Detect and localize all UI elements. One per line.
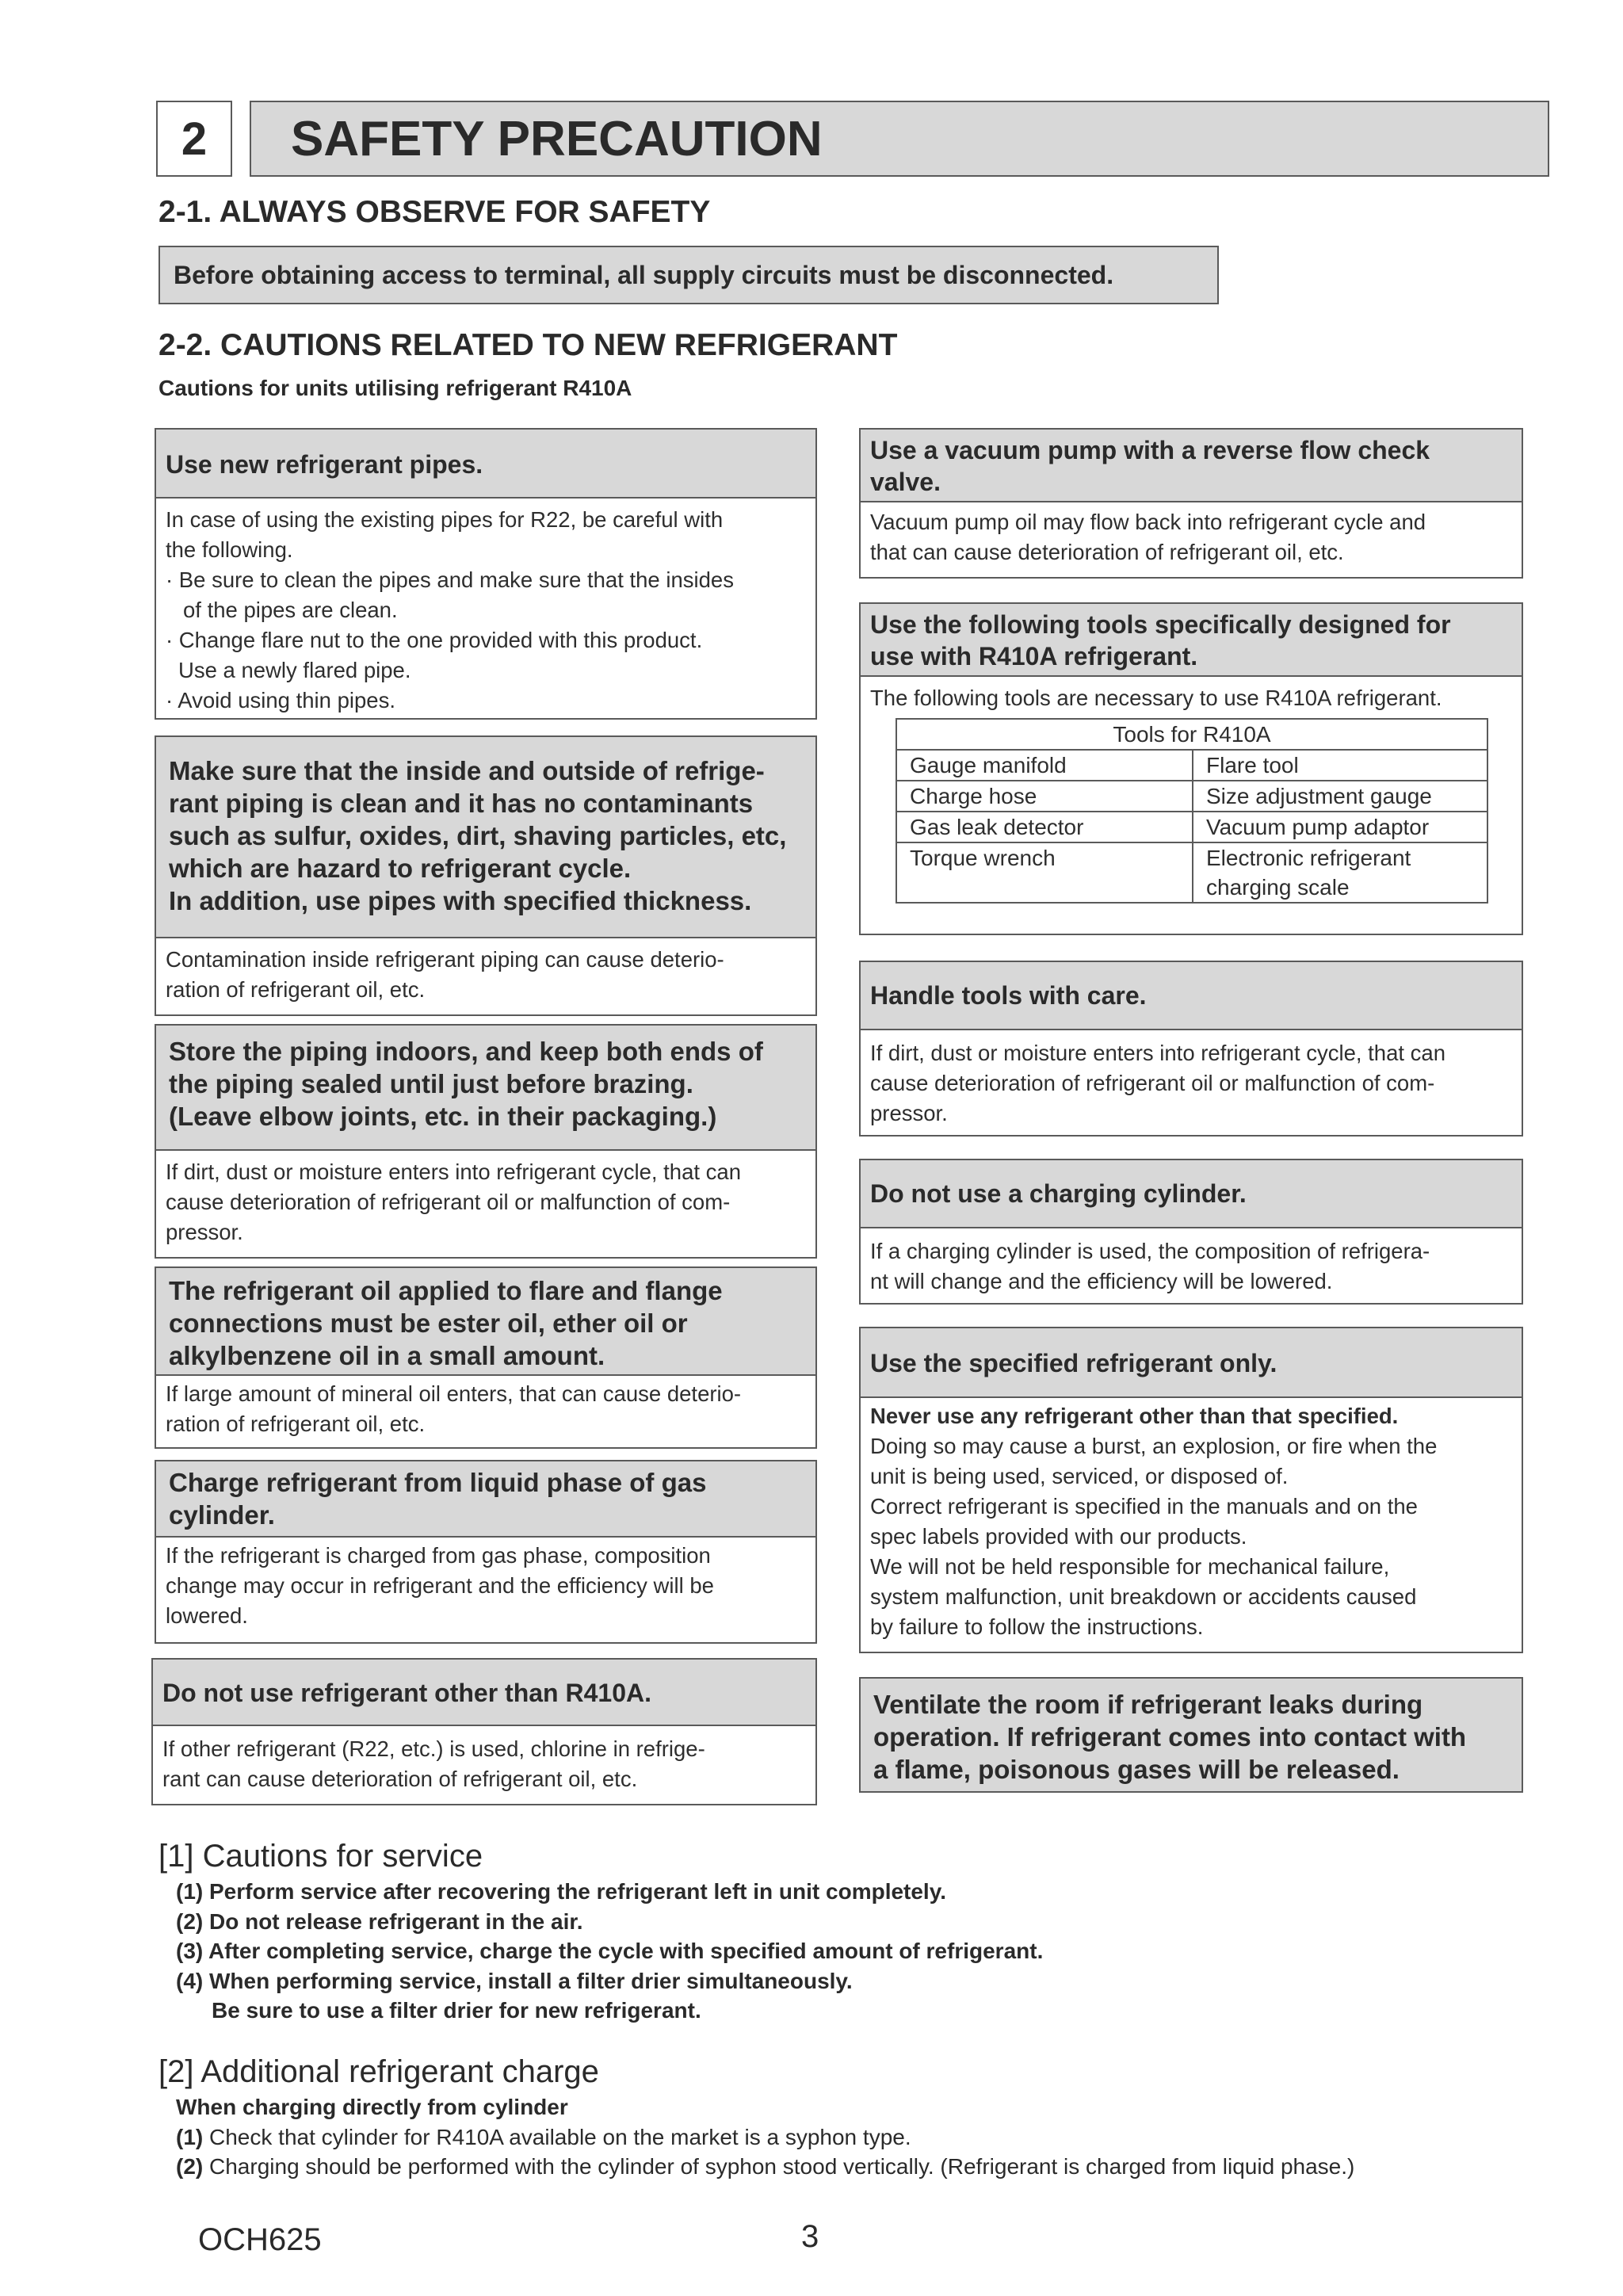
caution-body <box>861 1030 1522 1137</box>
body-line: rant can cause deterioration of refrigerant oil, etc. <box>162 1767 638 1791</box>
table-cell: Torque wrench <box>896 842 1193 903</box>
caution-title <box>861 1679 1522 1791</box>
caution-charging-cylinder <box>859 1159 1523 1305</box>
body-line: the following. <box>166 537 293 562</box>
body-line: · Avoid using thin pipes. <box>166 688 395 712</box>
table-cell: Vacuum pump adaptor <box>1193 812 1487 842</box>
list-item <box>176 2122 1555 2153</box>
item-number: (1) <box>176 2124 204 2149</box>
body-line: Never use any refrigerant other than that specified. <box>870 1404 1399 1428</box>
item-text: Check that cylinder for R410A available on the market is a syphon type. <box>209 2124 911 2149</box>
body-line: If a charging cylinder is used, the composition of refrigera- <box>870 1239 1430 1263</box>
body-line: ration of refrigerant oil, etc. <box>166 1412 426 1436</box>
title-line: Store the piping indoors, and keep both ends of <box>169 1037 763 1066</box>
service-heading: [1] Cautions for service <box>158 1839 483 1874</box>
service-list <box>176 1877 1523 2026</box>
body-line: If dirt, dust or moisture enters into refrigerant cycle, that can <box>870 1041 1446 1065</box>
body-line: If large amount of mineral oil enters, that can cause deterio- <box>166 1381 742 1406</box>
title-line: the piping sealed until just before brazing. <box>169 1069 693 1098</box>
page-number: 3 <box>801 2219 819 2254</box>
body-line: If dirt, dust or moisture enters into refrigerant cycle, that can <box>166 1159 742 1184</box>
caution-title <box>156 737 815 938</box>
table-cell: Gauge manifold <box>896 750 1193 781</box>
body-line: that can cause deterioration of refrigerant oil, etc. <box>870 540 1344 564</box>
list-item: Be sure to use a filter drier for new refrigerant. <box>212 1998 701 2023</box>
caution-vacuum-pump <box>859 428 1523 579</box>
caution-title <box>156 1026 815 1151</box>
model-code: OCH625 <box>198 2222 322 2257</box>
table-cell: Gas leak detector <box>896 812 1193 842</box>
caution-store-indoors <box>155 1024 817 1259</box>
table-row <box>896 781 1487 812</box>
section-2-1-heading: 2-1. ALWAYS OBSERVE FOR SAFETY <box>158 195 711 229</box>
title-line: cylinder. <box>169 1500 275 1530</box>
caution-title <box>156 1461 815 1538</box>
caution-body <box>861 1398 1522 1650</box>
body-line: change may occur in refrigerant and the efficiency will be <box>166 1573 714 1598</box>
list-item: (3) After completing service, charge the cycle with specified amount of refrigerant. <box>176 1939 1044 1963</box>
title-line: In addition, use pipes with specified thickness. <box>169 886 752 915</box>
caution-body <box>156 499 815 724</box>
table-cell: Electronic refrigerant charging scale <box>1193 842 1487 903</box>
caution-title <box>861 604 1522 677</box>
body-line: · Change flare nut to the one provided with this product. <box>166 628 703 652</box>
body-line: The following tools are necessary to use R410A refrigerant. <box>870 686 1442 710</box>
caution-body <box>153 1726 815 1802</box>
item-number: (2) <box>176 2154 204 2179</box>
caution-body <box>156 1376 815 1447</box>
title-line: (Leave elbow joints, etc. in their packaging.) <box>169 1102 717 1131</box>
body-line: If the refrigerant is charged from gas phase, composition <box>166 1543 711 1568</box>
caution-title <box>861 430 1522 502</box>
caution-body <box>861 502 1522 575</box>
title-line: rant piping is clean and it has no contaminants <box>169 789 754 818</box>
caution-title: Use the specified refrigerant only. <box>861 1328 1522 1398</box>
title-line: Use a vacuum pump with a reverse flow check <box>870 436 1430 464</box>
caution-title: Handle tools with care. <box>861 962 1522 1030</box>
caution-body <box>861 1228 1522 1305</box>
title-line: Charge refrigerant from liquid phase of gas <box>169 1468 707 1497</box>
body-line: We will not be held responsible for mechanical failure, <box>870 1554 1390 1579</box>
caution-title: Do not use refrigerant other than R410A. <box>153 1660 815 1726</box>
section-2-2-subheading: Cautions for units utilising refrigerant R410A <box>158 376 632 400</box>
safety-notice: Before obtaining access to terminal, all supply circuits must be disconnected. <box>158 246 1219 304</box>
title-line: a flame, poisonous gases will be released. <box>873 1755 1400 1784</box>
caution-handle-tools <box>859 961 1523 1137</box>
title-line: which are hazard to refrigerant cycle. <box>169 854 632 883</box>
body-line: pressor. <box>870 1101 948 1125</box>
caution-new-pipes <box>155 428 817 720</box>
body-line: Contamination inside refrigerant piping can cause deterio- <box>166 947 724 972</box>
list-item <box>176 2152 1555 2182</box>
title-line: The refrigerant oil applied to flare and flange <box>169 1276 723 1305</box>
caution-body <box>156 1151 815 1255</box>
title-line: Ventilate the room if refrigerant leaks during <box>873 1690 1423 1719</box>
caution-liquid-phase <box>155 1460 817 1644</box>
body-line: ration of refrigerant oil, etc. <box>166 977 426 1002</box>
body-line: Doing so may cause a burst, an explosion, or fire when the <box>870 1434 1438 1458</box>
title-line: such as sulfur, oxides, dirt, shaving particles, etc, <box>169 821 787 850</box>
item-text: Charging should be performed with the cylinder of syphon stood vertically. (Refrigerant is charged from liquid phase.) <box>209 2154 1355 2179</box>
caution-title <box>156 1268 815 1376</box>
section-number: 2 <box>156 101 232 177</box>
table-row <box>896 812 1487 842</box>
title-line: alkylbenzene oil in a small amount. <box>169 1341 605 1370</box>
tools-table-header: Tools for R410A <box>896 719 1487 750</box>
body-line: system malfunction, unit breakdown or accidents caused <box>870 1584 1417 1609</box>
title-line: valve. <box>870 468 941 496</box>
caution-refrigerant-oil <box>155 1266 817 1449</box>
body-line: If other refrigerant (R22, etc.) is used, chlorine in refrige- <box>162 1736 705 1761</box>
table-cell: Charge hose <box>896 781 1193 812</box>
body-line: pressor. <box>166 1220 243 1244</box>
caution-title: Use new refrigerant pipes. <box>156 430 815 499</box>
body-line: by failure to follow the instructions. <box>870 1614 1204 1639</box>
charge-list <box>176 2092 1555 2182</box>
page-title: SAFETY PRECAUTION <box>250 101 1549 177</box>
caution-ventilate <box>859 1677 1523 1793</box>
tools-table <box>896 718 1488 904</box>
section-2-2-heading: 2-2. CAUTIONS RELATED TO NEW REFRIGERANT <box>158 328 898 362</box>
caution-specific-tools <box>859 602 1523 935</box>
body-line: spec labels provided with our products. <box>870 1524 1247 1549</box>
caution-title: Do not use a charging cylinder. <box>861 1160 1522 1228</box>
caution-specified-refrigerant <box>859 1327 1523 1653</box>
caution-no-other-refrigerant <box>151 1658 817 1805</box>
body-line: of the pipes are clean. <box>183 598 398 622</box>
list-item: (4) When performing service, install a filter drier simultaneously. <box>176 1968 853 1993</box>
table-row <box>896 750 1487 781</box>
title-line: Use the following tools specifically designed for <box>870 610 1451 639</box>
body-line: In case of using the existing pipes for R22, be careful with <box>166 507 724 532</box>
body-line: cause deterioration of refrigerant oil or malfunction of com- <box>166 1190 731 1214</box>
list-item: (1) Perform service after recovering the refrigerant left in unit completely. <box>176 1879 946 1904</box>
title-line: Make sure that the inside and outside of refrige- <box>169 756 765 785</box>
body-line: lowered. <box>166 1603 248 1628</box>
table-row <box>896 842 1487 903</box>
caution-body <box>861 677 1522 713</box>
charge-subheading: When charging directly from cylinder <box>176 2095 568 2119</box>
body-line: Correct refrigerant is specified in the manuals and on the <box>870 1494 1418 1519</box>
charge-heading: [2] Additional refrigerant charge <box>158 2054 599 2089</box>
title-line: use with R410A refrigerant. <box>870 642 1198 670</box>
body-line: · Be sure to clean the pipes and make sure that the insides <box>166 567 734 592</box>
body-line: Vacuum pump oil may flow back into refrigerant cycle and <box>870 510 1426 534</box>
body-line: Use a newly flared pipe. <box>178 658 411 682</box>
body-line: cause deterioration of refrigerant oil or malfunction of com- <box>870 1071 1435 1095</box>
body-line: nt will change and the efficiency will be lowered. <box>870 1269 1333 1293</box>
body-line: unit is being used, serviced, or disposed of. <box>870 1464 1289 1488</box>
list-item: (2) Do not release refrigerant in the air. <box>176 1908 583 1934</box>
table-cell: Size adjustment gauge <box>1193 781 1487 812</box>
caution-clean-piping <box>155 735 817 1016</box>
caution-body <box>156 1538 815 1639</box>
title-line: connections must be ester oil, ether oil or <box>169 1308 688 1338</box>
table-cell: Flare tool <box>1193 750 1487 781</box>
caution-body <box>156 938 815 1013</box>
title-line: operation. If refrigerant comes into contact with <box>873 1722 1467 1752</box>
